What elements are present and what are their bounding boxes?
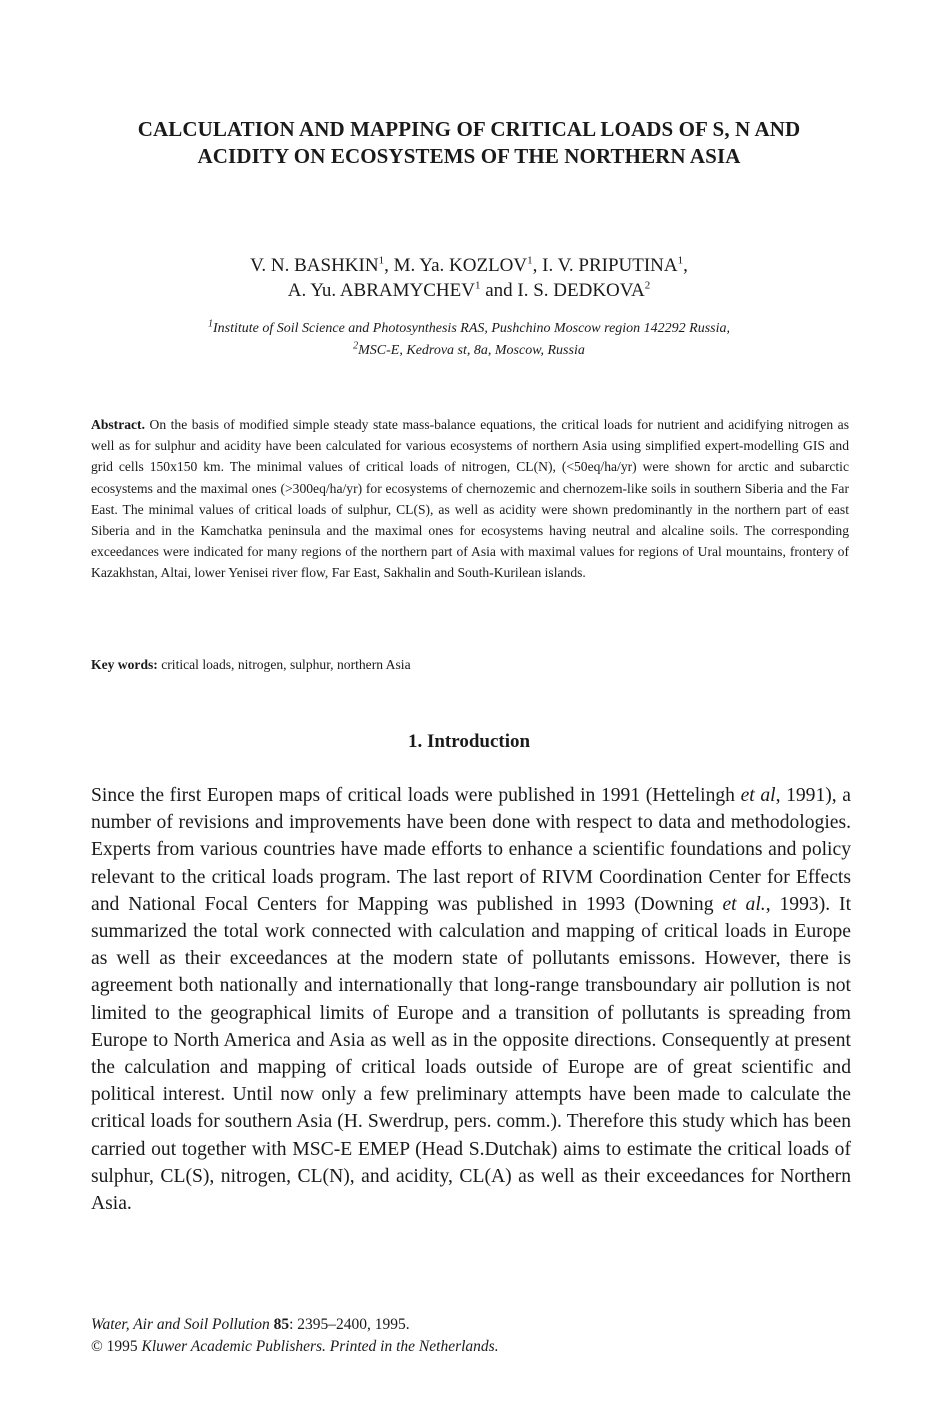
affiliation-marker: 2 xyxy=(644,279,651,292)
copyright-line xyxy=(91,1336,851,1358)
paper-title xyxy=(70,116,868,170)
affiliation-marker: 1 xyxy=(527,254,533,267)
affiliation-marker: 1 xyxy=(474,279,481,292)
intro-text: Since the first Europen maps of critical loads were published in 1991 (Hettelingh xyxy=(91,785,741,806)
author-line-1 xyxy=(70,253,868,278)
section-heading: 1. Introduction xyxy=(407,731,531,752)
affiliation-marker: 2 xyxy=(353,340,359,352)
title-line-1: CALCULATION AND MAPPING OF CRITICAL LOADS OF S, N AND xyxy=(137,117,801,141)
affiliation-text: MSC-E, Kedrova st, 8a, Moscow, Russia xyxy=(358,343,585,358)
affiliation-marker: 1 xyxy=(378,254,385,267)
intro-text: , 1993). It summarized the total work connected with calculation and mapping of critical loads in Europe as well as their exceedances at the modern state of pollutants emissons. However, there is agreement both nationally and internationally that long-range transboundary air pollution is not limited to the geographical limits of Europe and a transition of pollutants is spreading from Europe to North America and Asia as well as in the opposite directions. Consequently at present the calculation and mapping of critical loads outside of Europe are of great scientific and political interest. Until now only a few preliminary attempts have been made to calculate the critical loads for southern Asia (H. Swerdrup, pers. comm.). Therefore this study which has been carried out together with MSC-E EMEP (Head S.Dutchak) aims to estimate the critical loads of sulphur, CL(S), nitrogen, CL(N), and acidity, CL(A) as well as their exceedances for Northern Asia. xyxy=(91,893,852,1215)
affiliation-1 xyxy=(70,318,868,340)
affiliation-2 xyxy=(70,340,868,362)
author-list xyxy=(70,253,868,303)
journal-citation xyxy=(91,1314,851,1336)
keywords-text: critical loads, nitrogen, sulphur, northern Asia xyxy=(157,657,411,672)
journal-name: Water, Air and Soil Pollution xyxy=(91,1316,270,1333)
publisher-text: Kluwer Academic Publishers. Printed in the Netherlands. xyxy=(141,1338,499,1355)
author-name: V. N. BASHKIN xyxy=(250,255,379,276)
affiliation-marker: 1 xyxy=(677,254,684,267)
author-separator: , xyxy=(683,255,688,276)
keywords-label: Key words: xyxy=(91,657,158,672)
page-footer xyxy=(91,1314,851,1358)
affiliation-marker: 1 xyxy=(207,318,213,330)
abstract-label: Abstract. xyxy=(91,417,145,432)
intro-text: , 1991), a number of revisions and improvements have been done with respect to data and methodologies. Experts from various countries have made efforts to enhance a scientific foundations and policy relevant to the critical loads program. The last report of RIVM Coordination Center for Effects and National Focal Centers for Mapping was published in 1993 (Downing xyxy=(91,785,851,915)
author-line-2 xyxy=(70,278,868,303)
affiliations xyxy=(70,318,868,362)
citation-etal: et al xyxy=(740,785,776,806)
abstract-text: On the basis of modified simple steady state mass-balance equations, the critical loads for nutrient and acidifying nitrogen as well as for sulphur and acidity have been calculated for various ecosystems of northern Asia using simplified expert-modelling GIS and grid cells 150x150 km. The minimal values of critical loads of nitrogen, CL(N), (<50eq/ha/yr) were shown for arctic and subarctic ecosystems and the maximal ones (>300eq/ha/yr) for ecosystems of chernozemic and chernozem-like soils in southern Siberia and the Far East. The minimal values of critical loads of sulphur, CL(S), as well as acidity were shown predominantly in the northern part of east Siberia and in the Kamchatka peninsula and the maximal ones for ecosystems having neutral and alcaline soils. The corresponding exceedances were indicated for many regions of the northern part of Asia with maximal values for regions of Ural mountains, frontery of Kazakhstan, Altai, lower Yenisei river flow, Far East, Sakhalin and South-Kurilean islands. xyxy=(91,417,849,581)
journal-pages: : 2395–2400, 1995. xyxy=(289,1316,410,1333)
introduction-paragraph xyxy=(91,782,851,1217)
copyright-symbol: © 1995 xyxy=(91,1338,142,1355)
author-name: and I. S. DEDKOVA xyxy=(480,280,645,301)
abstract xyxy=(91,414,849,584)
citation-etal: et al. xyxy=(722,893,766,915)
title-line-2: ACIDITY ON ECOSYSTEMS OF THE NORTHERN ASIA xyxy=(197,144,741,168)
journal-volume: 85 xyxy=(269,1316,290,1333)
keywords xyxy=(91,655,849,675)
author-name: , I. V. PRIPUTINA xyxy=(532,255,678,276)
affiliation-text: Institute of Soil Science and Photosynthesis RAS, Pushchino Moscow region 142292 Russia, xyxy=(212,321,731,336)
author-name: , M. Ya. KOZLOV xyxy=(384,255,528,276)
author-name: A. Yu. ABRAMYCHEV xyxy=(287,280,475,301)
